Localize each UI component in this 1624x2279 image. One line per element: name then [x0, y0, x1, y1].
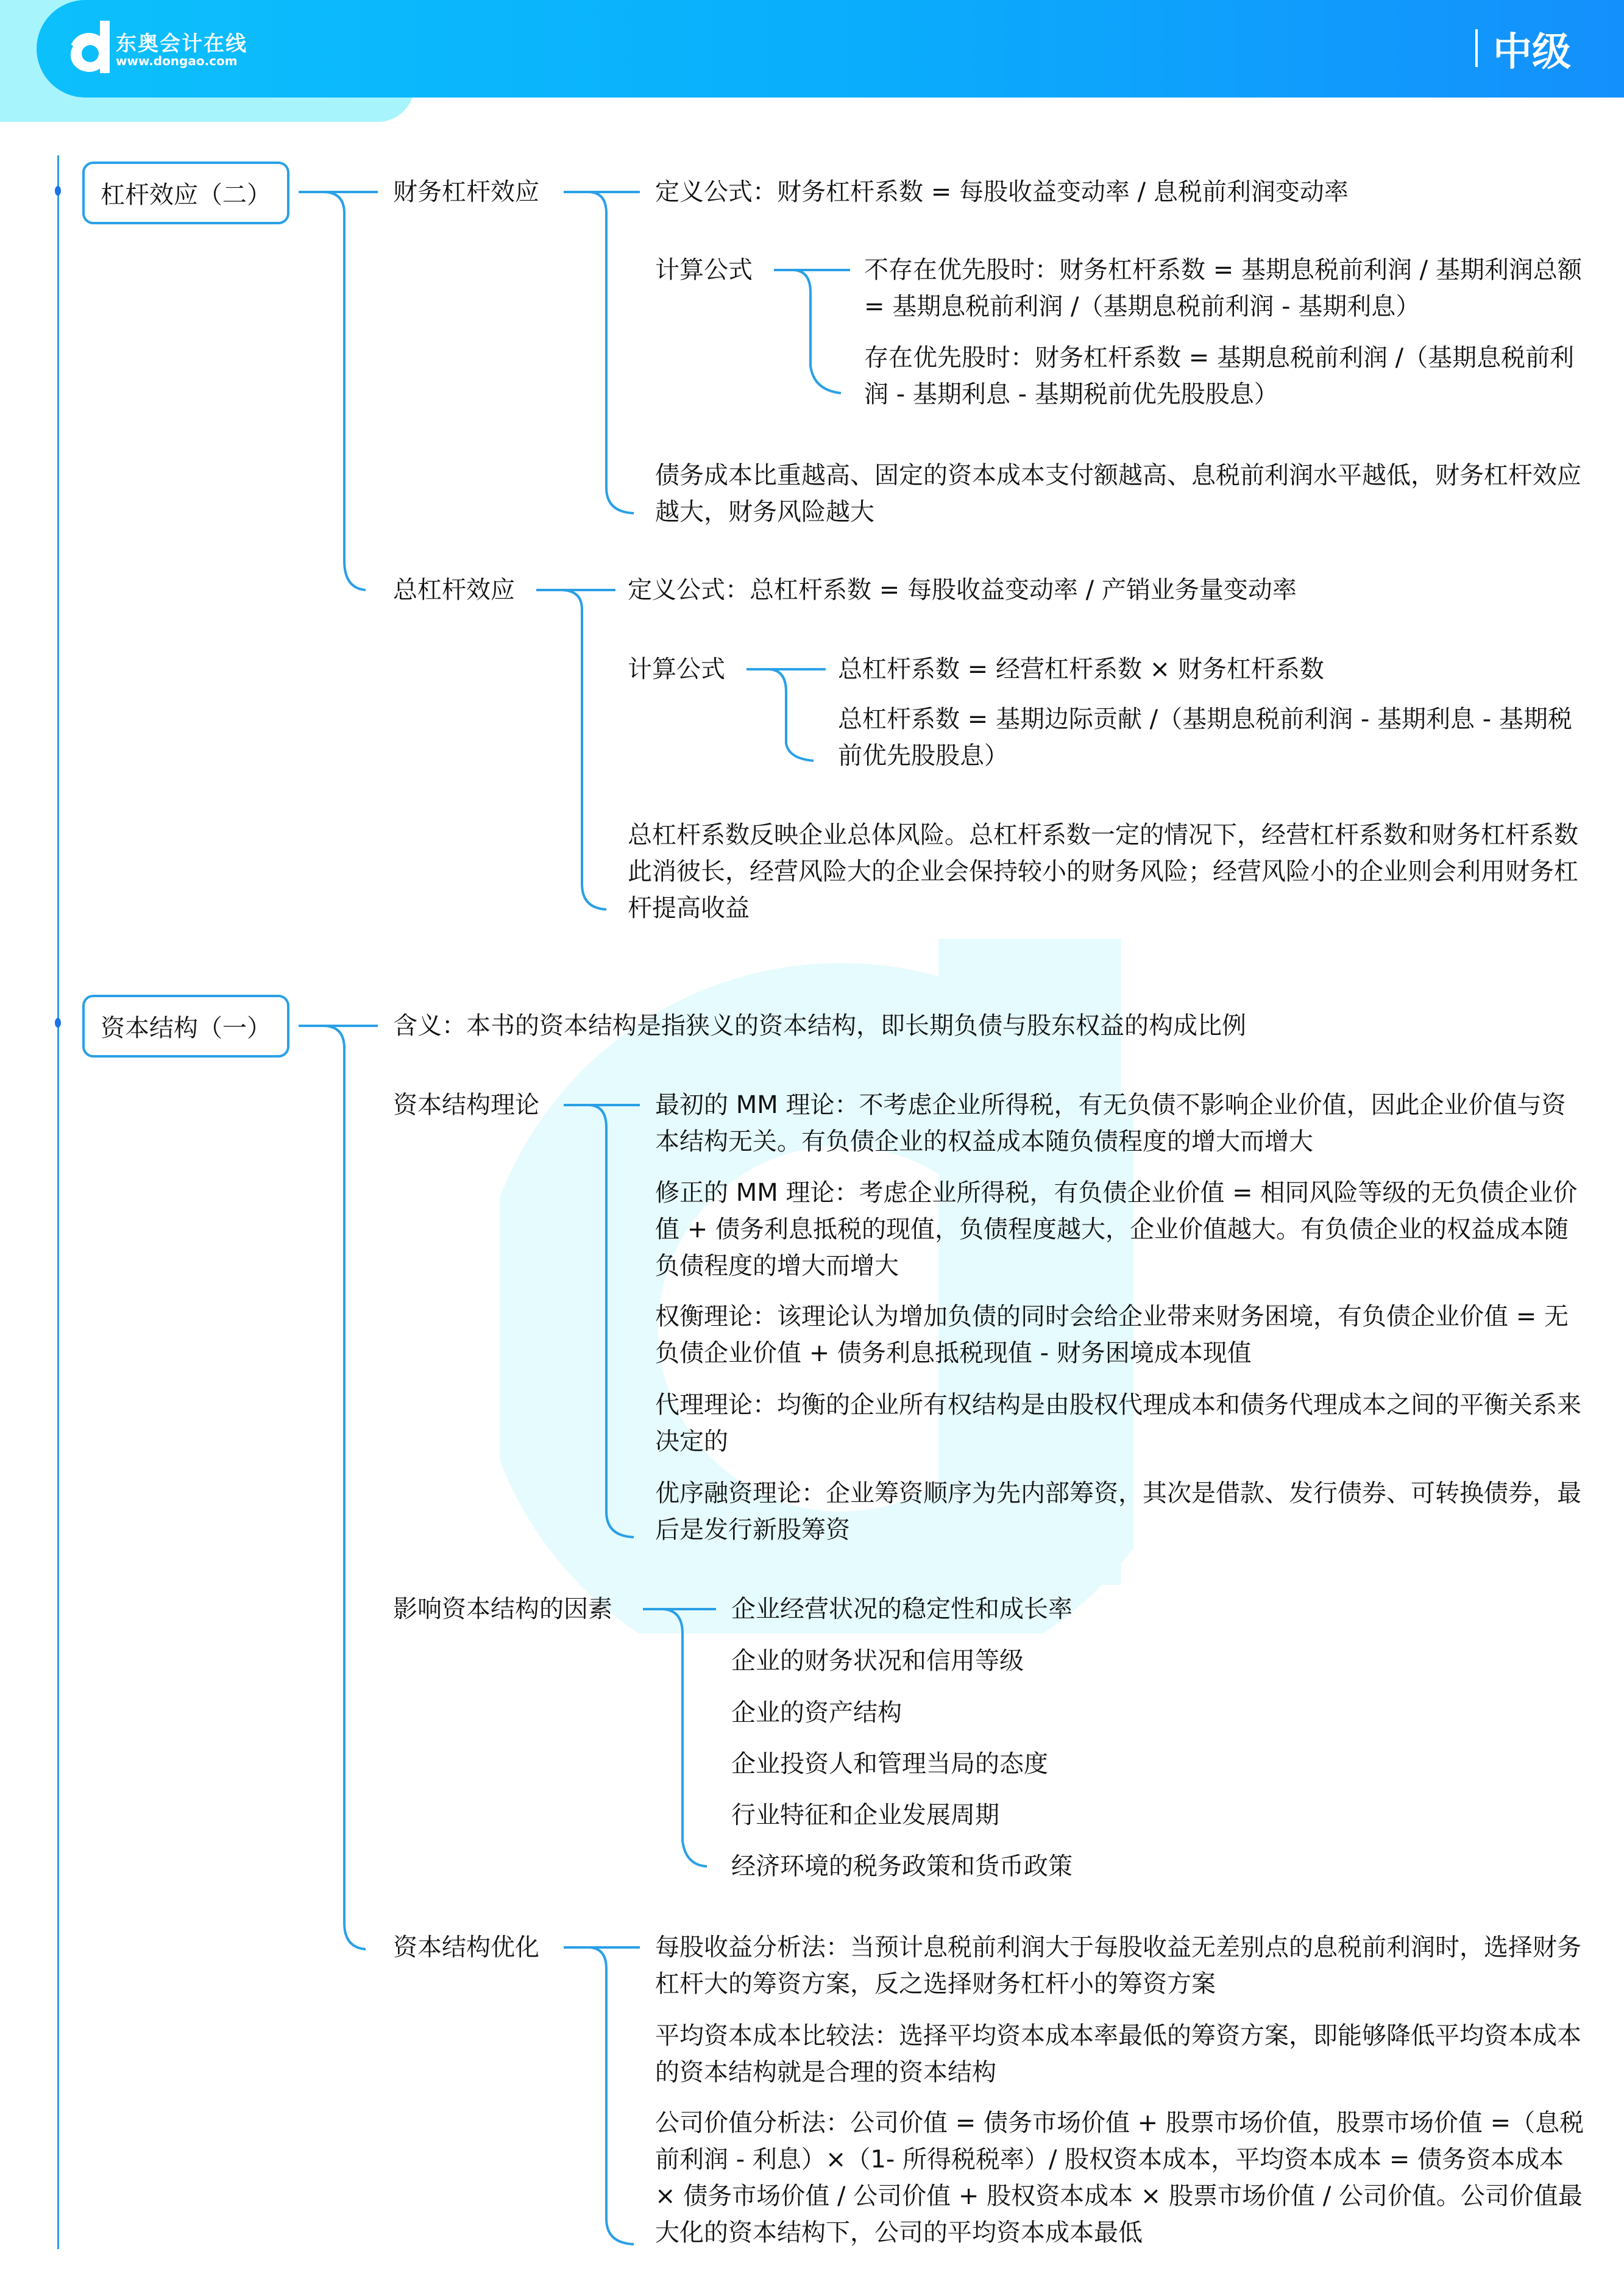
optimization-item: 公司价值分析法：公司价值 = 债务市场价值 + 股票市场价值，股票市场价值 =（息税前利润 - 利息）×（1- 所得税税率）/ 股权资本成本，平均资本成本 = 债务资本成本 × 债务市场价值 / 公司价值 + 股权资本成本 × 股票市场价值 / 公司价值。公司价值最大化的资本结构下，公司的平均资本成本最低 — [655, 2109, 1584, 2247]
factor-item: 经济环境的税务政策和货币政策 — [731, 1852, 1073, 1880]
branch-total-leverage[interactable]: 总杠杆效应 — [393, 576, 515, 604]
total-leverage-calc-label[interactable]: 计算公式 — [628, 655, 725, 683]
financial-leverage-calc-label[interactable]: 计算公式 — [655, 256, 753, 284]
branch-capital-structure-factors[interactable]: 影响资本结构的因素 — [393, 1595, 612, 1623]
branch-financial-leverage[interactable]: 财务杠杆效应 — [393, 178, 539, 206]
topic-capital-structure-1[interactable]: 资本结构（一） — [82, 995, 289, 1058]
branch-capital-structure-optimization[interactable]: 资本结构优化 — [393, 1933, 539, 1961]
brand-name: 东奥会计在线 — [116, 32, 247, 56]
theory-item: 权衡理论：该理论认为增加负债的同时会给企业带来财务困境，有负债企业价值 = 无负债企业价值 + 债务利息抵税现值 - 财务困境成本现值 — [655, 1303, 1569, 1367]
factor-item: 企业投资人和管理当局的态度 — [731, 1750, 1048, 1778]
theory-item: 修正的 MM 理论：考虑企业所得税，有负债企业价值 = 相同风险等级的无负债企业价值 + 债务利息抵税的现值，负债程度越大，企业价值越大。有负债企业的权益成本随负债程度的增大而增大 — [655, 1179, 1578, 1280]
factor-item: 企业的资产结构 — [731, 1699, 902, 1727]
financial-leverage-note: 债务成本比重越高、固定的资本成本支付额越高、息税前利润水平越低，财务杠杆效应越大，财务风险越大 — [655, 461, 1581, 526]
factor-item: 行业特征和企业发展周期 — [731, 1801, 999, 1829]
total-leverage-calc-item: 总杠杆系数 = 基期边际贡献 /（基期息税前利润 - 基期利息 - 基期税前优先股股息） — [838, 705, 1572, 770]
optimization-item: 平均资本成本比较法：选择平均资本成本率最低的筹资方案，即能够降低平均资本成本的资本结构就是合理的资本结构 — [655, 2022, 1581, 2086]
total-leverage-note: 总杠杆系数反映企业总体风险。总杠杆系数一定的情况下，经营杠杆系数和财务杠杆系数此消彼长，经营风险大的企业会保持较小的财务风险；经营风险小的企业则会利用财务杠杆提高收益 — [628, 821, 1578, 922]
level-label: 中级 — [1493, 30, 1571, 75]
theory-item: 最初的 MM 理论：不考虑企业所得税，有无负债不影响企业价值，因此企业价值与资本结构无关。有负债企业的权益成本随负债程度的增大而增大 — [655, 1091, 1566, 1156]
factor-item: 企业经营状况的稳定性和成长率 — [731, 1595, 1073, 1623]
financial-leverage-calc-item: 不存在优先股时：财务杠杆系数 = 基期息税前利润 / 基期利润总额 = 基期息税前利润 /（基期息税前利润 - 基期利息） — [864, 256, 1582, 321]
capital-structure-meaning: 含义：本书的资本结构是指狭义的资本结构，即长期负债与股东权益的构成比例 — [393, 1012, 1246, 1040]
financial-leverage-definition: 定义公式：财务杠杆系数 = 每股收益变动率 / 息税前利润变动率 — [655, 178, 1349, 206]
optimization-item: 每股收益分析法：当预计息税前利润大于每股收益无差别点的息税前利润时，选择财务杠杆大的筹资方案，反之选择财务杠杆小的筹资方案 — [655, 1933, 1581, 1998]
factor-item: 企业的财务状况和信用等级 — [731, 1647, 1024, 1675]
financial-leverage-calc-item: 存在优先股时：财务杠杆系数 = 基期息税前利润 /（基期息税前利润 - 基期利息 - 基期税前优先股股息） — [864, 344, 1575, 408]
brand-url: www.dongao.com — [116, 54, 238, 68]
theory-item: 优序融资理论：企业筹资顺序为先内部筹资，其次是借款、发行债券、可转换债券，最后是发行新股筹资 — [655, 1479, 1581, 1544]
total-leverage-definition: 定义公式：总杠杆系数 = 每股收益变动率 / 产销业务量变动率 — [628, 576, 1297, 604]
branch-capital-structure-theory[interactable]: 资本结构理论 — [393, 1091, 539, 1119]
total-leverage-calc-item: 总杠杆系数 = 经营杠杆系数 × 财务杠杆系数 — [838, 655, 1324, 683]
topic-leverage-2[interactable]: 杠杆效应（二） — [82, 162, 289, 224]
theory-item: 代理理论：均衡的企业所有权结构是由股权代理成本和债务代理成本之间的平衡关系来决定的 — [655, 1391, 1581, 1456]
